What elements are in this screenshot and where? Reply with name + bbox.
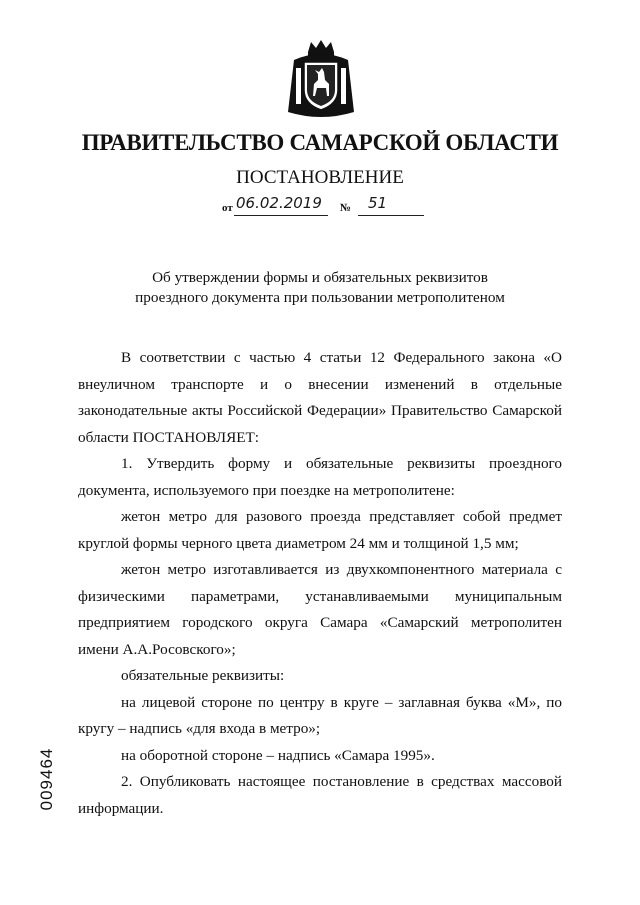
document-body (78, 345, 562, 822)
serial-number-text: 009464 (37, 747, 56, 811)
number-label: № (340, 202, 352, 214)
paragraph: на оборотной стороне – надпись «Самара 1995». (121, 746, 435, 764)
paragraph: на лицевой стороне по центру в круге – заглавная буква «М», по кругу – надпись «для входа в метро»; (78, 693, 562, 737)
document-subject (0, 268, 640, 308)
paragraph: обязательные реквизиты: (121, 667, 285, 684)
number-value: 51 (368, 194, 388, 212)
paragraph: жетон метро изготавливается из двухкомпонентного материала с физическими параметрами, устанавливаемыми муниципальным предприятием городского округа Самара «Самарский метрополитен имени А.А.Росовского»; (78, 561, 562, 658)
date-number-line (222, 196, 432, 218)
date-label: от (222, 202, 233, 214)
paragraph: жетон метро для разового проезда представляет собой предмет круглой формы черного цвета диаметром 24 мм и толщиной 1,5 мм; (78, 508, 562, 552)
coat-of-arms-icon (284, 38, 358, 122)
paragraph: В соответствии с частью 4 статьи 12 Федерального закона «О внеуличном транспорте и о внесении изменений в отдельные законодательные акты Российской Федерации» Правительство Самарской области ПОСТАНОВЛЯЕТ: (78, 349, 562, 446)
date-value: 06.02.2019 (236, 194, 322, 212)
document-type: ПОСТАНОВЛЕНИЕ (236, 167, 404, 188)
paragraph: 2. Опубликовать настоящее постановление в средствах массовой информации. (78, 773, 562, 817)
organization-title: ПРАВИТЕЛЬСТВО САМАРСКОЙ ОБЛАСТИ (81, 130, 559, 155)
side-serial-number (36, 733, 58, 823)
subject-line-2: проездного документа при пользовании метрополитеном (135, 289, 505, 306)
number-underline (358, 215, 424, 216)
subject-line-1: Об утверждении формы и обязательных реквизитов (152, 269, 488, 286)
paragraph: 1. Утвердить форму и обязательные реквизиты проездного документа, используемого при поездке на метрополитене: (78, 455, 562, 499)
date-underline (234, 215, 328, 216)
